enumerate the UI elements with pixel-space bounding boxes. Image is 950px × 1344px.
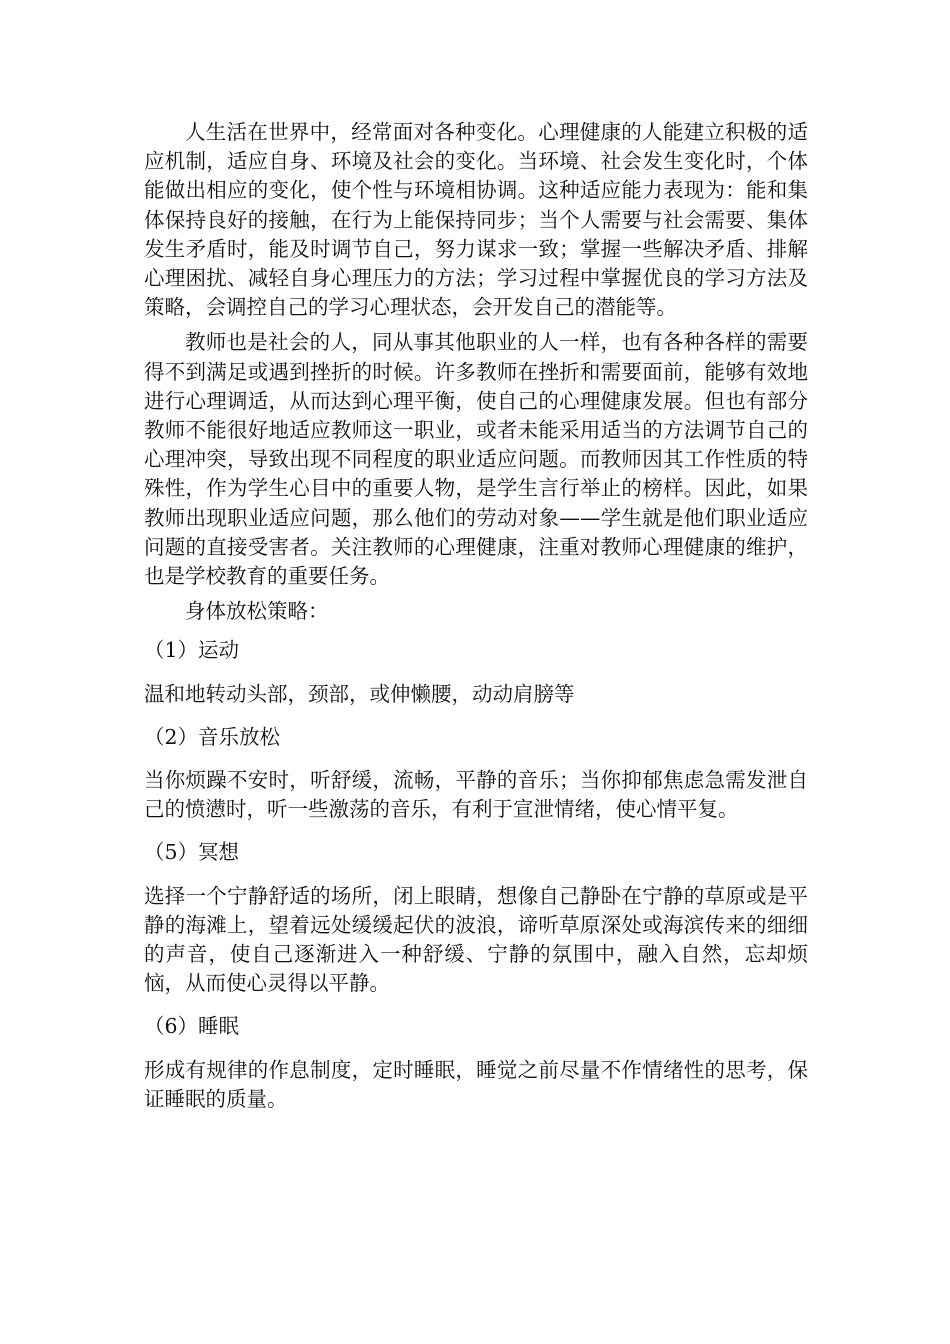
paragraph-adaptation: 人生活在世界中，经常面对各种变化。心理健康的人能建立积极的适应机制，适应自身、环境及社会的变化。当环境、社会发生变化时，个体能做出相应的变化，使个性与环境相协调。这种适应能力表现为：能和集体保持良好的接触，在行为上能保持同步；当个人需要与社会需要、集体发生矛盾时，能及时调节自己，努力谋求一致；掌握一些解决矛盾、排解心理困扰、减轻自身心理压力的方法；学习过程中掌握优良的学习方法及策略，会调控自己的学习心理状态，会开发自己的潜能等。 xyxy=(144,120,808,320)
section-heading: （2）音乐放松 xyxy=(144,724,281,749)
section-body: 温和地转动头部，颈部，或伸懒腰，动动肩膀等 xyxy=(144,681,575,706)
section-body: 选择一个宁静舒适的场所，闭上眼睛，想像自己静卧在宁静的草原或是平静的海滩上，望着远处缓缓起伏的波浪，谛听草原深处或海滨传来的细细的声音，使自己逐渐进入一种舒缓、宁静的氛围中，融入自然，忘却烦恼，从而使心灵得以平静。 xyxy=(144,883,808,996)
section-sleep xyxy=(144,1012,808,1114)
section-music xyxy=(144,723,808,825)
paragraph-relaxation-intro: 身体放松策略： xyxy=(185,599,329,624)
section-meditation xyxy=(144,838,808,998)
paragraph-teacher-health: 教师也是社会的人，同从事其他职业的人一样，也有各种各样的需要得不到满足或遇到挫折的时候。许多教师在挫折和需要面前，能够有效地进行心理调适，从而达到心理平衡，使自己的心理健康发展。但也有部分教师不能很好地适应教师这一职业，或者未能采用适当的方法调节自己的心理冲突，导致出现不同程度的职业适应问题。而教师因其工作性质的特殊性，作为学生心目中的重要人物，是学生言行举止的榜样。因此，如果教师出现职业适应问题，那么他们的劳动对象——学生就是他们职业适应问题的直接受害者。关注教师的心理健康，注重对教师心理健康的维护，也是学校教育的重要任务。 xyxy=(144,330,808,589)
section-heading: （6）睡眠 xyxy=(144,1014,240,1039)
document-page xyxy=(144,118,808,1128)
section-body: 当你烦躁不安时，听舒缓，流畅，平静的音乐；当你抑郁焦虑急需发泄自己的愤懑时，听一些激荡的音乐，有利于宣泄情绪，使心情平复。 xyxy=(144,768,808,822)
section-heading: （5）冥想 xyxy=(144,840,240,865)
section-heading: （1）运动 xyxy=(144,638,240,663)
section-body: 形成有规律的作息制度，定时睡眠，睡觉之前尽量不作情绪性的思考，保证睡眠的质量。 xyxy=(144,1057,808,1111)
section-exercise xyxy=(144,636,808,708)
